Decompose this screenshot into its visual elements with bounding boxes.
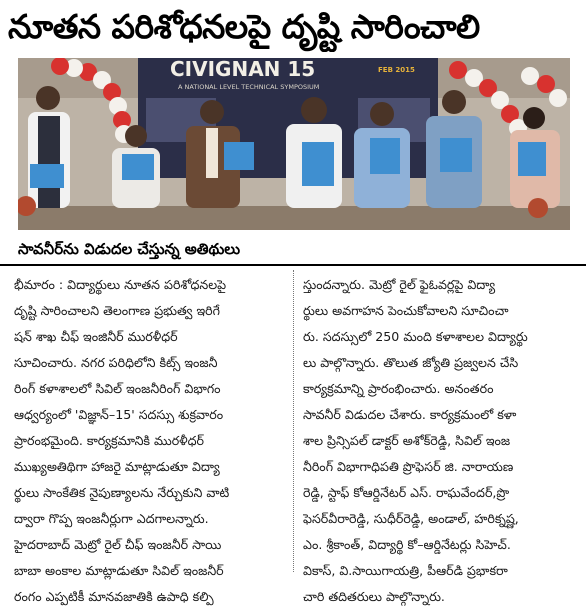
caption-rule bbox=[0, 264, 586, 266]
article-line: హైదరాబాద్ మెట్రో రైల్ చీఫ్ ఇంజనీర్ సాయి bbox=[14, 537, 222, 552]
article-line: సూచించారు. నగర పరిధిలోని కిట్స్ ఇంజనీ bbox=[14, 355, 218, 370]
article-line: భీమారం : విద్యార్థులు నూతన పరిశోధనలపై bbox=[14, 277, 227, 292]
flower-bouquet bbox=[528, 198, 548, 218]
article-line: ఫెసర్‌వీరారెడ్డి, సుధీర్‌రెడ్డి, అండాల్, హరిక్నష్ణ, bbox=[303, 511, 519, 526]
souvenir-book bbox=[440, 138, 472, 172]
article-line: లు పాల్గొన్నారు. తొలుత జ్యోతి ప్రజ్వలన చేసి bbox=[303, 355, 519, 370]
photo-caption: సావనీర్‌ను విడుదల చేస్తున్న అతిథులు bbox=[18, 240, 241, 258]
article-line: ద్వారా గొప్ప ఇంజనీర్లుగా ఎదగాలన్నారు. bbox=[14, 511, 209, 526]
article-line: ర్థులు సాంకేతిక నైపుణ్యాలను నేర్చుకుని వాటి bbox=[14, 485, 230, 500]
article-line: ర్థులు అవగాహన పెంచుకోవాలని సూచించా bbox=[303, 303, 509, 318]
banner-title: CIVIGNAN 15 bbox=[170, 58, 316, 81]
article-line: రింగ్ కళాశాలలో సివిల్ ఇంజనీరింగ్ విభాగం bbox=[14, 381, 221, 396]
banner-subtitle: A NATIONAL LEVEL TECHNICAL SYMPOSIUM bbox=[178, 83, 320, 91]
souvenir-book bbox=[370, 138, 400, 174]
event-photo bbox=[18, 58, 570, 230]
article-line: సావనీర్ విడుదల చేశారు. కార్యక్రమంలో కళా bbox=[303, 407, 517, 422]
article-line: దృష్టి సారించాలని తెలంగాణ ప్రభుత్వ ఇరిగే bbox=[14, 303, 220, 318]
souvenir-book bbox=[122, 154, 154, 180]
article-line: వికాస్, వి.సాయిగాయత్రి, పీఆర్‌డి ప్రభాకరా bbox=[303, 563, 508, 578]
article-line: ఆధ్వర్యంలో 'విజ్ఞాన్–15' సదస్సు శుక్రవారం bbox=[14, 407, 224, 422]
souvenir-book bbox=[518, 142, 546, 176]
article-line: రంగం ఎప్పటికీ మానవజాతికి ఉపాధి కల్పి bbox=[14, 589, 214, 604]
headline: నూతన పరిశోధనలపై దృష్టి సారించాలి bbox=[8, 7, 480, 46]
article-line: రెడ్డి, స్టాఫ్ కోఆర్డినేటర్ ఎస్. రాఘవేందర్,ప్రొ bbox=[303, 485, 510, 500]
souvenir-book bbox=[302, 142, 334, 186]
dais-table bbox=[18, 206, 570, 230]
article-line: బాబా అంకాల మాట్లాడుతూ సివిల్ ఇంజనీర్ bbox=[14, 563, 224, 578]
article-line: ఎం. శ్రీకాంత్, విద్యార్థి కో–ఆర్డినేటర్లు సిహెచ్. bbox=[303, 537, 511, 552]
banner-date: FEB 2015 bbox=[378, 66, 415, 74]
souvenir-book bbox=[30, 164, 64, 188]
article-line: ప్రారంభమైంది. కార్యక్రమానికి మురళీధర్ bbox=[14, 433, 205, 448]
article-line: రు. సదస్సులో 250 మంది కళాశాలల విద్యార్థు bbox=[303, 329, 528, 344]
article-column-left bbox=[14, 272, 286, 610]
column-divider bbox=[293, 270, 294, 572]
event-photo-drawing bbox=[18, 58, 570, 230]
article-line: స్తుందన్నారు. మెట్రో రైల్ ఫైఓవర్లపై విద్యా bbox=[303, 277, 496, 292]
article-line: శాల ప్రిన్సిపల్ డాక్టర్ అశోక్‌రెడ్డి, సివిల్ ఇంజ bbox=[303, 433, 511, 448]
article-line: ముఖ్యఅతిథిగా హాజరై మాట్లాడుతూ విద్యా bbox=[14, 459, 220, 474]
article-column-right bbox=[303, 272, 575, 610]
article-line: కార్యక్రమాన్ని ప్రారంభించారు. అనంతరం bbox=[303, 381, 494, 396]
article-line: షన్ శాఖ చీఫ్ ఇంజినీర్ మురళీధర్ bbox=[14, 329, 178, 344]
article-line: నీరింగ్ విభాగాధిపతి ప్రొఫెసర్ జి. నారాయణ bbox=[303, 459, 514, 474]
article-line: చారి తదితరులు పాల్గొన్నారు. bbox=[303, 589, 445, 604]
souvenir-book bbox=[224, 142, 254, 170]
